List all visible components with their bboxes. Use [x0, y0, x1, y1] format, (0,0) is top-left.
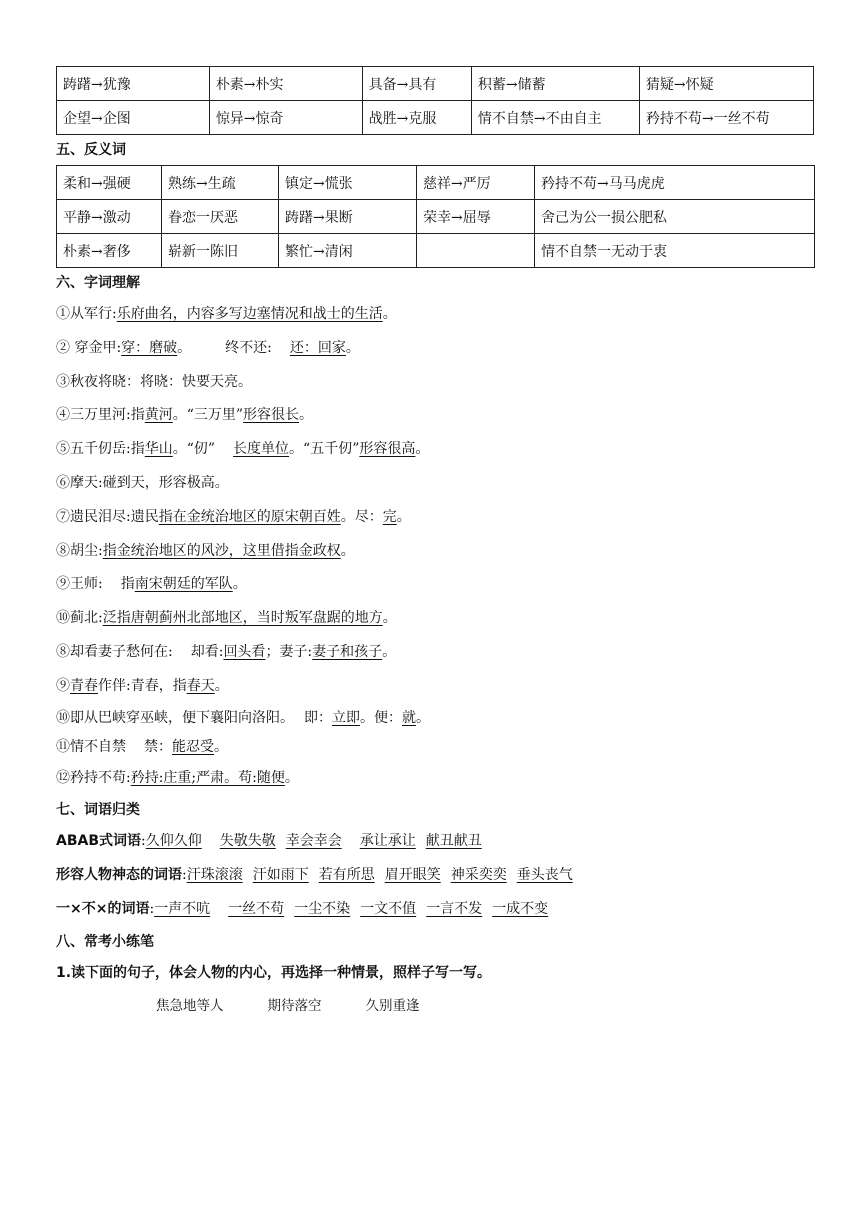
word-item: 若有所思 — [318, 867, 375, 884]
table-cell: 矜持不苟→一丝不苟 — [639, 101, 813, 135]
punct: 。 — [340, 542, 355, 559]
punct: 。 — [284, 769, 299, 786]
term: ⑪情不自禁 — [56, 738, 126, 755]
term: ⑩蓟北: — [56, 610, 103, 627]
table-cell: 朴素→朴实 — [209, 67, 362, 101]
text: 从巴峡穿巫峡， — [84, 709, 182, 726]
term: ①从军行: — [56, 306, 117, 322]
table-cell: 熟练→生疏 — [162, 166, 279, 200]
punct: 。 — [299, 407, 314, 424]
punct: 。 — [214, 677, 229, 694]
table-cell: 情不自禁一无动于衷 — [535, 234, 815, 268]
definition: 泛指唐朝蓟州北部地区，当时叛军盘踞的地方 — [102, 610, 383, 627]
text: 指 — [120, 576, 135, 593]
table-cell: 矜持不苟→马马虎虎 — [535, 166, 815, 200]
punct: 。 — [177, 339, 192, 356]
text: 下襄阳向洛阳。 — [196, 709, 294, 726]
definition: 指金统治地区的风沙，这里借指金政权 — [102, 542, 341, 559]
word-group-abab — [56, 825, 816, 859]
group-label: 一×不×的词语 — [56, 900, 150, 917]
definition-line — [56, 535, 816, 569]
word-item: 一文不值 — [360, 900, 417, 917]
table-cell: 柔和→强硬 — [57, 166, 162, 200]
definition: 黄河 — [144, 407, 173, 424]
definition: 回头看 — [223, 643, 266, 660]
table-cell: 企望→企图 — [57, 101, 210, 135]
definition: 青春 — [70, 677, 98, 694]
table-cell: 平静→激动 — [57, 200, 162, 234]
definition: 矜持:庄重;严肃。苟:随便 — [130, 769, 285, 786]
table-cell: 崭新一陈旧 — [162, 234, 279, 268]
table-cell: 踌躇→犹豫 — [57, 67, 210, 101]
definition: 南宋朝廷的军队 — [134, 576, 233, 593]
punct: 。 — [415, 441, 430, 458]
definition-line — [56, 636, 816, 670]
practice-question: 1.读下面的句子，体会人物的内心，再选择一种情景，照样子写一写。 — [56, 964, 492, 981]
punct: 。 — [232, 576, 247, 593]
definition: 长度单位 — [233, 441, 290, 458]
term: ⑫矜持不苟: — [56, 769, 131, 786]
punct: 。 — [382, 306, 397, 322]
punct: : — [141, 833, 146, 850]
table-cell: 眷恋一厌恶 — [162, 200, 279, 234]
table-cell: 荣幸→屈辱 — [417, 200, 535, 234]
section-title-classify: 七、词语归类 — [56, 802, 140, 819]
table-cell: 猜疑→怀疑 — [639, 67, 813, 101]
definition-line: ③秋夜将晓：将晓：快要天亮。 — [56, 373, 252, 390]
table-cell: 繁忙→清闲 — [279, 234, 417, 268]
definition: 完 — [382, 508, 397, 525]
term: ⑧却看妻子愁何在: — [56, 643, 173, 660]
term: ⑨ — [56, 677, 70, 694]
definition: 穿：磨破 — [121, 339, 178, 356]
text: 。便： — [360, 709, 402, 726]
word-item: 一言不发 — [426, 900, 483, 917]
table-cell: 踌躇→果断 — [279, 200, 417, 234]
section-title-understanding: 六、字词理解 — [56, 275, 140, 291]
definition-line — [56, 568, 816, 602]
word-group-expression — [56, 859, 816, 893]
text: 作伴:青春，指 — [98, 677, 187, 694]
table-cell: 具备→具有 — [362, 67, 471, 101]
definition-line — [56, 399, 816, 433]
text: 。尽： — [340, 508, 383, 525]
word-item: 献丑献丑 — [425, 833, 482, 850]
group-label: 形容人物神态的词语 — [56, 867, 182, 884]
word-item: 汗珠滚滚 — [186, 867, 243, 884]
table-cell: 镇定→慌张 — [279, 166, 417, 200]
table-cell: 朴素→奢侈 — [57, 234, 162, 268]
section-title-practice: 八、常考小练笔 — [56, 933, 154, 950]
definition: 就 — [402, 709, 416, 726]
definition-line — [56, 602, 816, 636]
table-cell: 慈祥→严厉 — [417, 166, 535, 200]
emphasis-char: 便 — [182, 709, 196, 726]
term: ⑨王师: — [56, 576, 103, 593]
term: ⑤五千仞岳:指 — [56, 441, 145, 458]
text: ；妻子: — [265, 643, 313, 660]
term: ② 穿金甲: — [56, 339, 122, 356]
table-cell: 惊异→惊奇 — [209, 101, 362, 135]
punct: 。 — [214, 738, 228, 755]
definition: 立即 — [332, 709, 360, 726]
definition-line — [56, 501, 816, 535]
definition: 华山 — [144, 441, 173, 458]
definition: 春天 — [186, 677, 215, 694]
definition: 还：回家 — [289, 339, 346, 356]
scene-option: 久别重逢 — [365, 997, 420, 1014]
word-item: 一尘不染 — [294, 900, 351, 917]
text: 即： — [304, 709, 332, 726]
scene-option: 期待落空 — [267, 997, 322, 1014]
scene-options — [156, 991, 816, 1021]
word-item: 一成不变 — [492, 900, 549, 917]
word-item: 神采奕奕 — [450, 867, 507, 884]
table-cell: 舍己为公一损公肥私 — [535, 200, 815, 234]
definition-line — [56, 704, 816, 733]
table-row — [57, 166, 815, 200]
definition: 形容很长 — [243, 407, 300, 424]
word-item: 眉开眼笑 — [384, 867, 441, 884]
table-row — [57, 67, 814, 101]
scene-option: 焦急地等人 — [156, 997, 224, 1014]
definition-line: ⑥摩天:碰到天，形容极高。 — [56, 474, 229, 491]
term: ④三万里河:指 — [56, 407, 145, 424]
definition-line — [56, 332, 816, 366]
word-item: 一声不吭 — [154, 900, 211, 917]
synonym-table — [56, 66, 814, 135]
word-item: 久仰久仰 — [145, 833, 202, 850]
table-row — [57, 101, 814, 135]
word-item: 垂头丧气 — [516, 867, 573, 884]
table-row — [57, 234, 815, 268]
word-group-yi-bu — [56, 893, 816, 927]
table-cell — [417, 234, 535, 268]
punct: 。 — [396, 508, 411, 525]
punct: 。 — [382, 610, 397, 627]
word-item: 一丝不苟 — [228, 900, 285, 917]
term: 终不还: — [225, 339, 272, 356]
definition-line — [56, 762, 816, 796]
punct: : — [149, 900, 155, 917]
word-item: 汗如雨下 — [252, 867, 309, 884]
text: 却看: — [190, 643, 224, 660]
punct: : — [182, 867, 187, 884]
text: 禁： — [144, 738, 172, 755]
definition-line — [56, 433, 816, 467]
emphasis-char: 即 — [70, 709, 84, 726]
table-cell: 战胜→克服 — [362, 101, 471, 135]
section-title-antonyms: 五、反义词 — [56, 142, 126, 158]
group-label: ABAB式词语 — [56, 833, 142, 850]
table-cell: 情不自禁→不由自主 — [471, 101, 639, 135]
term: ⑧胡尘: — [56, 542, 103, 559]
antonym-table — [56, 165, 815, 268]
document-page — [56, 66, 816, 1021]
punct: 。 — [382, 643, 397, 660]
text: 。“五千仞” — [289, 441, 360, 458]
definition: 形容很高 — [359, 441, 416, 458]
definition: 指在金统治地区的原宋朝百姓 — [158, 508, 341, 525]
definition-line — [56, 733, 816, 762]
table-row — [57, 200, 815, 234]
definition: 妻子和孩子 — [312, 643, 383, 660]
definition: 能忍受 — [172, 738, 214, 755]
text: 。“仞” — [172, 441, 216, 458]
definition-line — [56, 670, 816, 704]
punct: 。 — [416, 709, 430, 726]
word-item: 承让承让 — [359, 833, 416, 850]
term: ⑩ — [56, 709, 70, 726]
text: 。“三万里” — [172, 407, 244, 424]
word-item: 幸会幸会 — [285, 833, 342, 850]
definition: 乐府曲名，内容多写边塞情况和战士的生活 — [116, 306, 383, 322]
definition-line — [56, 298, 816, 332]
punct: 。 — [345, 339, 360, 356]
word-item: 失敬失敬 — [219, 833, 276, 850]
table-cell: 积蓄→储蓄 — [471, 67, 639, 101]
term: ⑦遗民泪尽:遗民 — [56, 508, 159, 525]
